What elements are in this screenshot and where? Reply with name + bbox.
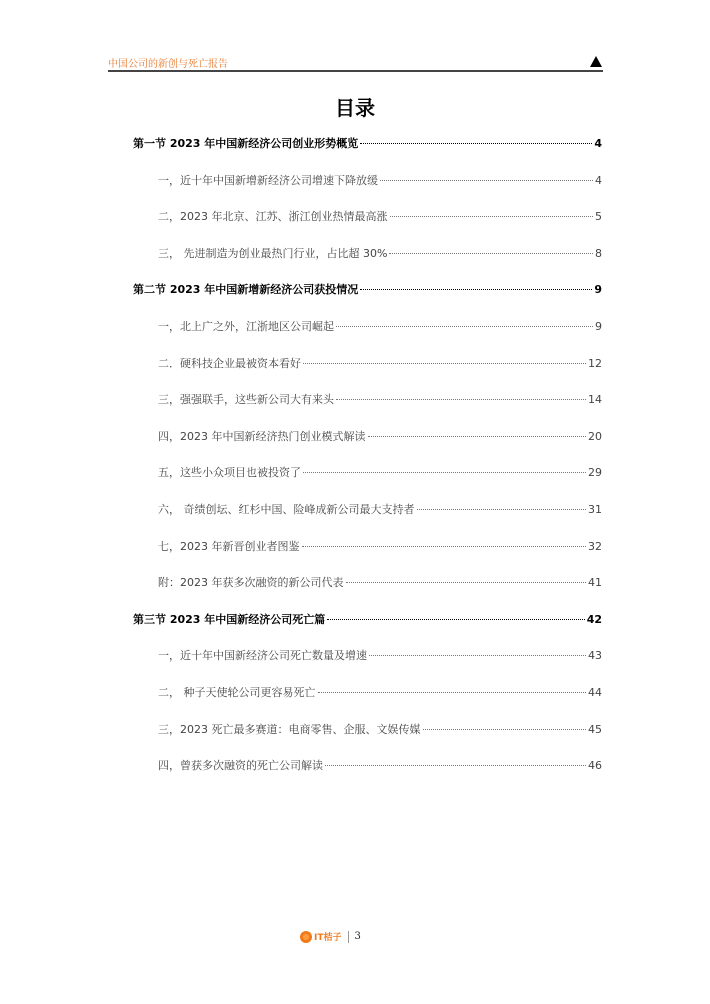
toc-item-entry[interactable]	[158, 245, 602, 261]
toc-item-entry[interactable]	[158, 538, 602, 554]
dot-leader	[336, 398, 586, 400]
toc-item-entry[interactable]	[158, 355, 602, 371]
toc-entry-label: 一，近十年中国新经济公司死亡数量及增速	[158, 649, 367, 663]
toc-entry-page: 46	[588, 759, 602, 773]
toc-entry-page: 41	[588, 576, 602, 590]
toc-section-entry[interactable]	[133, 611, 602, 627]
toc-entry-label: 五，这些小众项目也被投资了	[158, 466, 301, 480]
toc-entry-label: 第三节 2023 年中国新经济公司死亡篇	[133, 612, 326, 626]
dot-leader	[303, 471, 586, 473]
dot-leader	[417, 508, 587, 510]
orange-logo-icon	[300, 931, 312, 943]
toc-item-entry[interactable]	[158, 464, 602, 480]
toc-entry-page: 4	[595, 173, 602, 187]
toc-item-entry[interactable]	[158, 428, 602, 444]
toc-entry-label: 一，近十年中国新增新经济公司增速下降放缓	[158, 173, 378, 187]
dot-leader	[303, 362, 586, 364]
dot-leader	[389, 252, 593, 254]
toc-entry-label: 第二节 2023 年中国新增新经济公司获投情况	[133, 283, 359, 297]
report-title: 中国公司的新创与死亡报告	[108, 59, 228, 70]
dot-leader	[336, 325, 593, 327]
toc-entry-label: 二．硬科技企业最被资本看好	[158, 356, 301, 370]
footer-divider	[348, 931, 349, 943]
toc-entry-page: 42	[586, 612, 602, 626]
toc-entry-page: 8	[595, 246, 602, 260]
toc-entry-label: 三，强强联手，这些新公司大有来头	[158, 393, 334, 407]
toc-entry-page: 5	[595, 210, 602, 224]
toc-entry-label: 六， 奇绩创坛、红杉中国、险峰成新公司最大支持者	[158, 503, 415, 516]
toc-entry-label: 第一节 2023 年中国新经济公司创业形势概览	[133, 137, 359, 150]
toc-section-entry[interactable]	[133, 281, 602, 297]
toc-item-entry[interactable]	[158, 391, 602, 407]
toc-entry-label: 二， 种子天使轮公司更容易死亡	[158, 686, 316, 699]
dot-leader	[325, 764, 586, 766]
dot-leader	[360, 142, 592, 144]
toc-entry-page: 9	[595, 320, 602, 333]
toc-entry-page: 29	[588, 466, 602, 480]
toc-heading: 目录	[335, 96, 375, 120]
toc-entry-label: 三， 先进制造为创业最热门行业，占比超 30%	[158, 246, 388, 260]
page-footer	[300, 930, 361, 943]
toc-item-entry[interactable]	[158, 172, 602, 188]
logo-text: IT桔子	[314, 933, 342, 943]
toc-entry-label: 三，2023 死亡最多赛道：电商零售、企服、文娱传媒	[158, 722, 421, 736]
toc-entry-label: 一，北上广之外，江浙地区公司崛起	[158, 320, 334, 333]
toc-entry-page: 20	[588, 429, 602, 443]
toc-entry-page: 4	[594, 137, 602, 150]
page-number: 3	[354, 931, 361, 942]
toc-item-entry[interactable]	[158, 318, 602, 334]
dot-leader	[390, 215, 594, 217]
toc-item-entry[interactable]	[158, 721, 602, 737]
toc-entry-page: 44	[588, 686, 602, 699]
toc-item-entry[interactable]	[158, 208, 602, 224]
dot-leader	[302, 545, 587, 547]
toc-entry-page: 45	[588, 722, 602, 736]
toc-item-entry[interactable]	[158, 501, 602, 517]
toc-item-entry[interactable]	[158, 757, 602, 773]
toc-entry-page: 12	[588, 356, 602, 370]
toc-entry-label: 附：2023 年获多次融资的新公司代表	[158, 576, 344, 590]
toc-entry-page: 9	[594, 283, 602, 297]
dot-leader	[368, 435, 587, 437]
toc-entry-page: 14	[588, 393, 602, 407]
dot-leader	[318, 691, 587, 693]
toc-entry-page: 32	[588, 539, 602, 553]
toc-entry-label: 七，2023 年新晋创业者图鉴	[158, 539, 300, 553]
dot-leader	[327, 618, 584, 620]
toc-entry-page: 31	[588, 503, 602, 516]
toc-entry-label: 四，2023 年中国新经济热门创业模式解读	[158, 429, 366, 443]
dot-leader	[346, 581, 587, 583]
toc-item-entry[interactable]	[158, 647, 602, 663]
toc-item-entry[interactable]	[158, 684, 602, 700]
toc-entry-label: 二，2023 年北京、江苏、浙江创业热情最高涨	[158, 210, 388, 224]
toc-item-entry[interactable]	[158, 574, 602, 590]
toc-entry-label: 四，曾获多次融资的死亡公司解读	[158, 759, 323, 773]
dot-leader	[380, 179, 593, 181]
toc-section-entry[interactable]	[133, 135, 602, 151]
dot-leader	[369, 654, 586, 656]
toc-entry-page: 43	[588, 649, 602, 663]
it-juzi-logo	[300, 930, 342, 943]
dot-leader	[360, 288, 592, 290]
dot-leader	[423, 728, 587, 730]
